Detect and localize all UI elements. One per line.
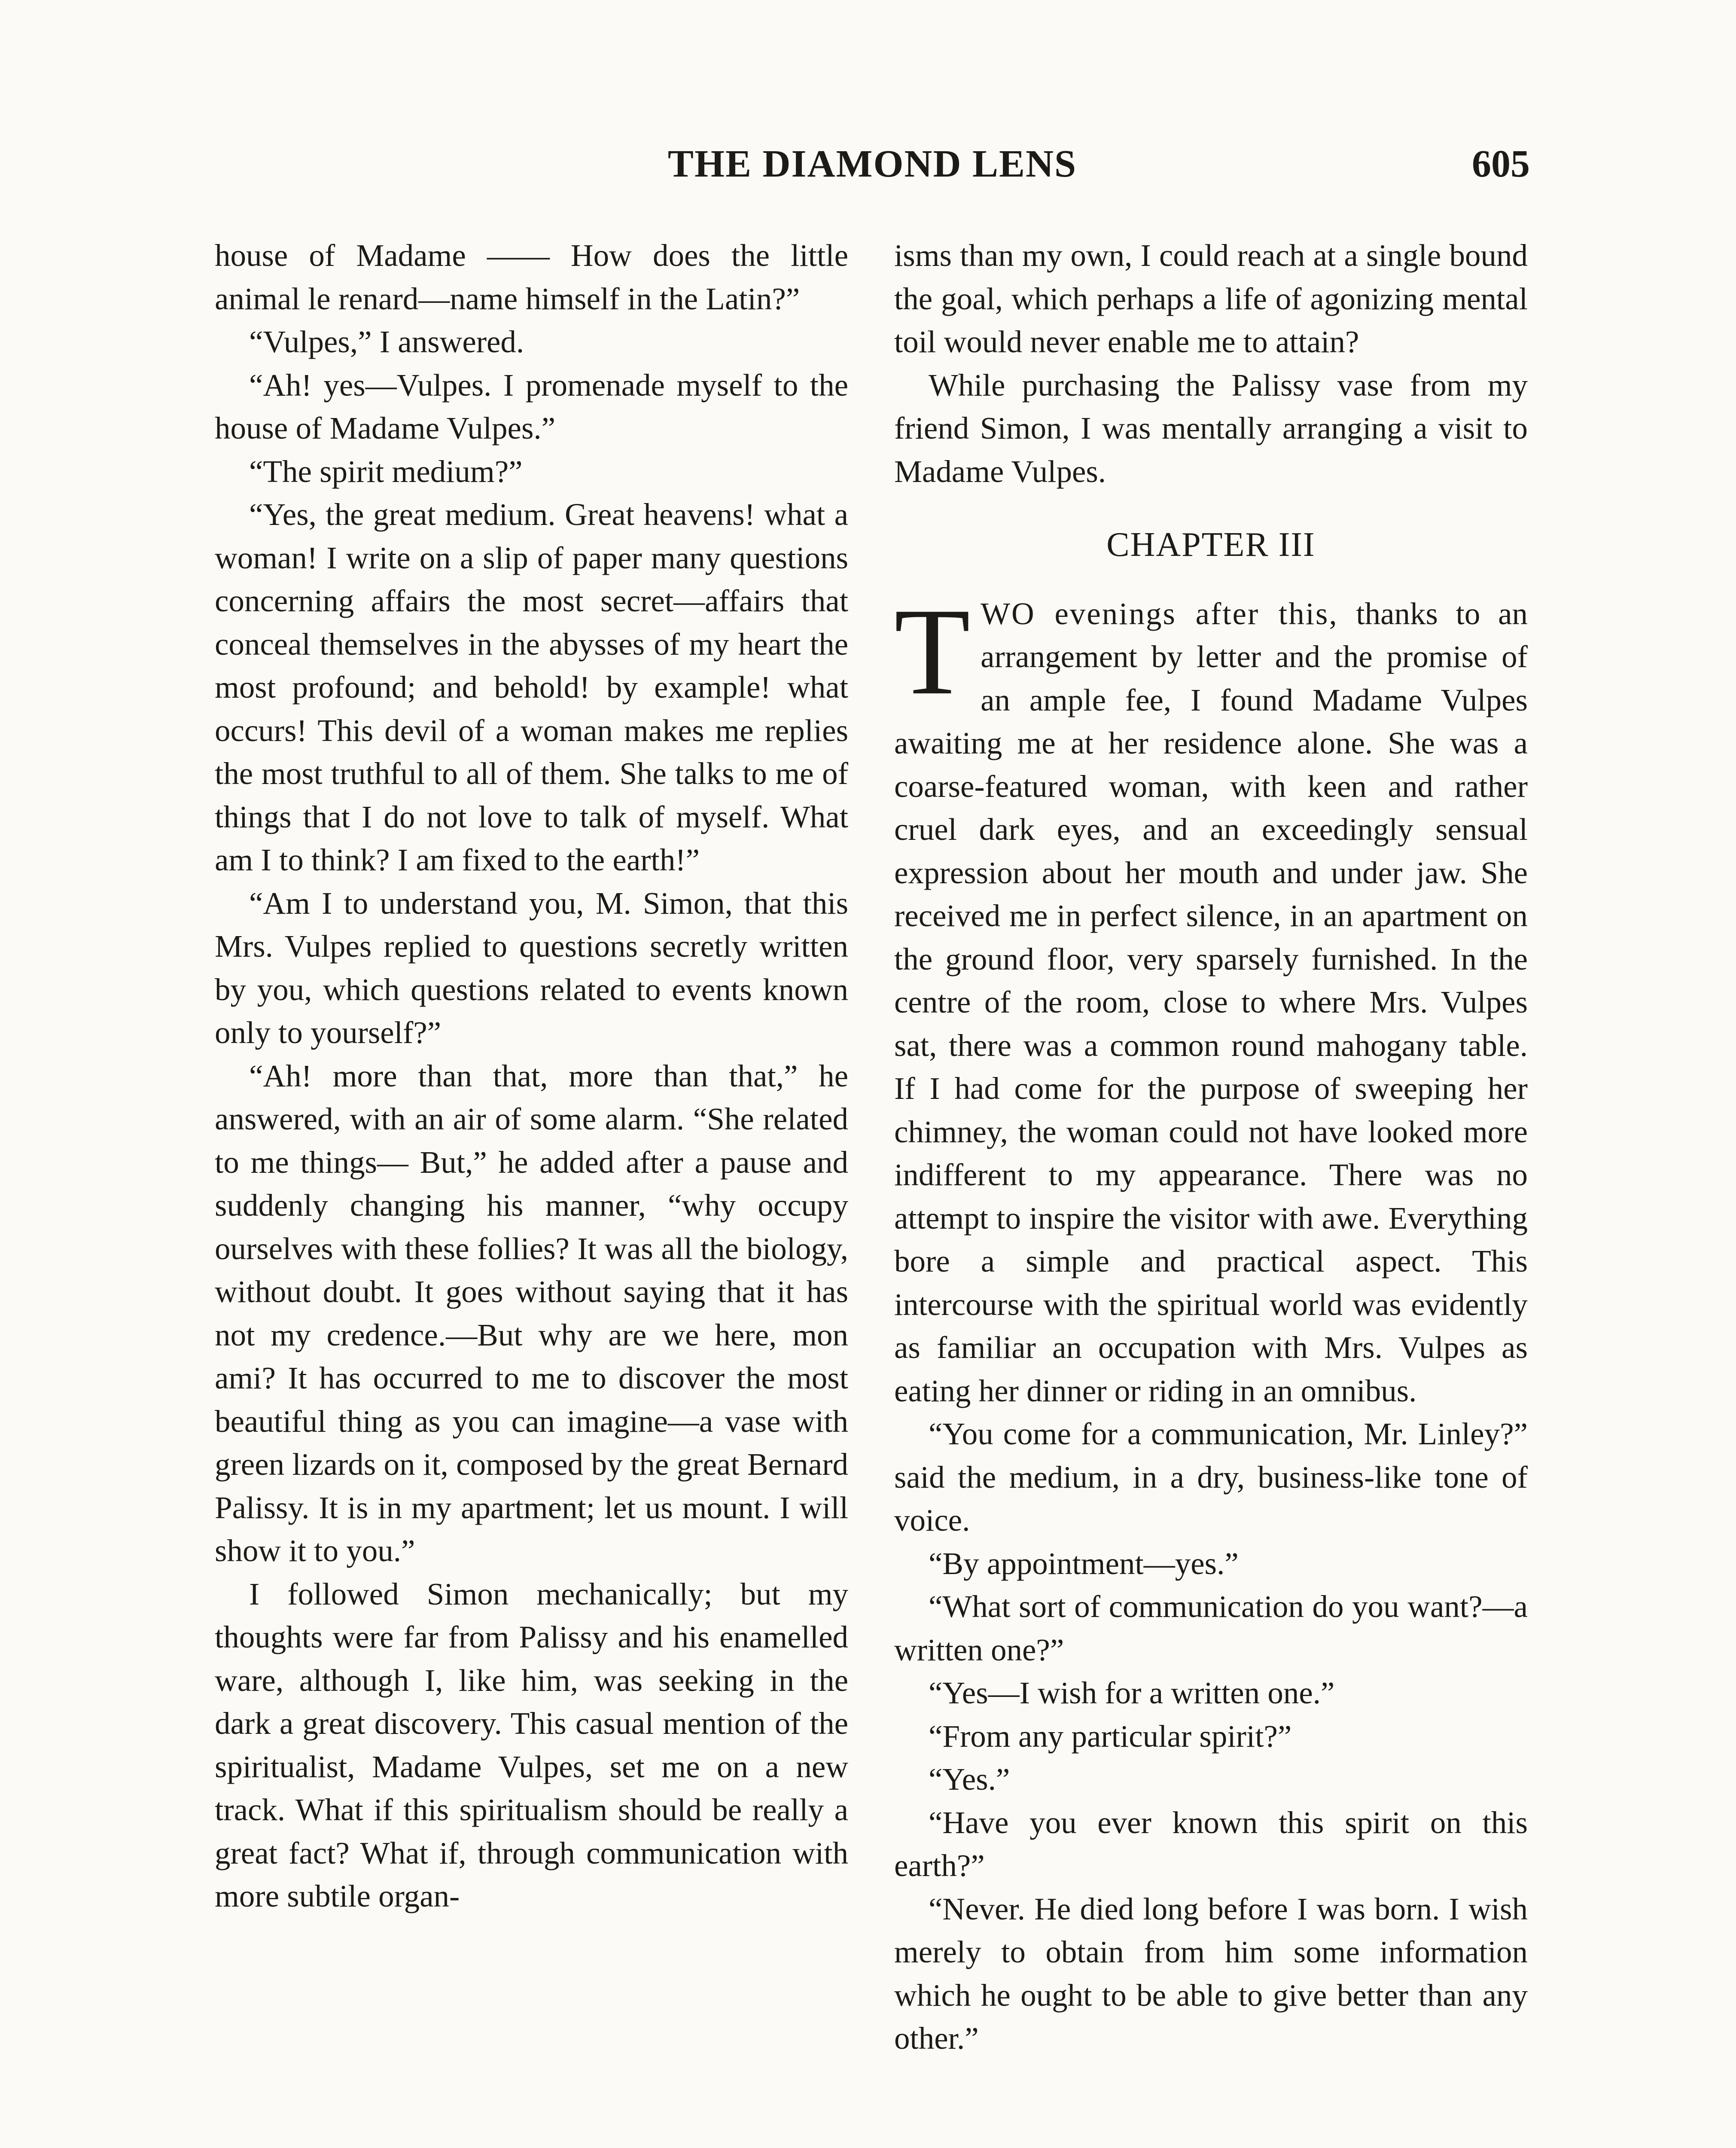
paragraph: “By appointment—yes.” (929, 1546, 1239, 1581)
paragraph: “Never. He died long before I was born. I wish merely to obtain from him some information which he ought to be able to give better than any other.” (894, 1891, 1528, 2056)
running-title: THE DIAMOND LENS (667, 143, 1077, 185)
paragraph: “What sort of communication do you want?—a written one?” (894, 1589, 1528, 1667)
left-column (215, 234, 848, 1918)
paragraph: “Yes.” (929, 1762, 1010, 1797)
paragraph: “Yes—I wish for a written one.” (929, 1675, 1335, 1710)
opening-small-caps: WO evenings after this, (981, 596, 1338, 631)
paragraph: “You come for a communication, Mr. Linley?” said the medium, in a dry, business-like tone of voice. (894, 1416, 1528, 1538)
drop-cap: T (894, 582, 971, 720)
paragraph: house of Madame —— How does the little animal le renard—name himself in the Latin?” (215, 238, 848, 316)
paragraph: “Am I to understand you, M. Simon, that this Mrs. Vulpes replied to questions secretly written by you, which questions related to events known only to yourself?” (215, 885, 848, 1050)
opening-text: thanks to an arrangement by letter and the promise of an ample fee, I found Madame Vulpes awaiting me at her residence alone. She was a coarse-featured woman, with keen and rather cruel dark eyes, and an exceedingly sensual expression about her mouth and under jaw. She received me in perfect silence, in an apartment on the ground floor, very sparsely furnished. In the centre of the room, close to where Mrs. Vulpes sat, there was a common round mahogany table. If I had come for the purpose of sweeping her chimney, the woman could not have looked more indifferent to my appearance. There was no attempt to inspire the visitor with awe. Everything bore a simple and practical aspect. This intercourse with the spiritual world was evidently as familiar an occupation with Mrs. Vulpes as eating her dinner or riding in an omnibus. (894, 596, 1528, 1408)
page-number: 605 (1472, 143, 1530, 185)
page-header (215, 142, 1530, 198)
paragraph: “Ah! more than that, more than that,” he answered, with an air of some alarm. “She related to me things— But,” he added after a pause and suddenly changing his manner, “why occupy ourselves with these follies? It was all the biology, without doubt. It goes without saying that it has not my credence.—But why are we here, mon ami? It has occurred to me to discover the most beautiful thing as you can imagine—a vase with green lizards on it, composed by the great Bernard Palissy. It is in my apartment; let us mount. I will show it to you.” (215, 1058, 848, 1568)
chapter-heading: CHAPTER III (1106, 526, 1316, 564)
paragraph: isms than my own, I could reach at a single bound the goal, which perhaps a life of agonizing mental toil would never enable me to attain? (894, 238, 1528, 359)
right-column (894, 234, 1528, 2060)
paragraph: “Have you ever known this spirit on this earth?” (894, 1805, 1528, 1883)
paragraph: I followed Simon mechanically; but my thoughts were far from Palissy and his enamelled ware, although I, like him, was seeking in the dark a great discovery. This casual mention of the spiritualist, Madame Vulpes, set me on a new track. What if this spiritualism should be really a great fact? What if, through communication with more subtile organ- (215, 1576, 848, 1913)
paragraph: “Vulpes,” I answered. (249, 324, 524, 359)
paragraph: While purchasing the Palissy vase from my friend Simon, I was mentally arranging a visit to Madame Vulpes. (894, 367, 1528, 489)
paragraph: “Ah! yes—Vulpes. I promenade myself to the house of Madame Vulpes.” (215, 367, 848, 445)
paragraph: “The spirit medium?” (249, 454, 523, 489)
paragraph: “Yes, the great medium. Great heavens! what a woman! I write on a slip of paper many questions concerning affairs the most secret—affairs that conceal themselves in the abysses of my heart the most profound; and behold! by example! what occurs! This devil of a woman makes me replies the most truthful to all of them. She talks to me of things that I do not love to talk of myself. What am I to think? I am fixed to the earth!” (215, 497, 848, 877)
paragraph: “From any particular spirit?” (929, 1718, 1292, 1754)
chapter-opening-paragraph (894, 582, 1528, 1413)
